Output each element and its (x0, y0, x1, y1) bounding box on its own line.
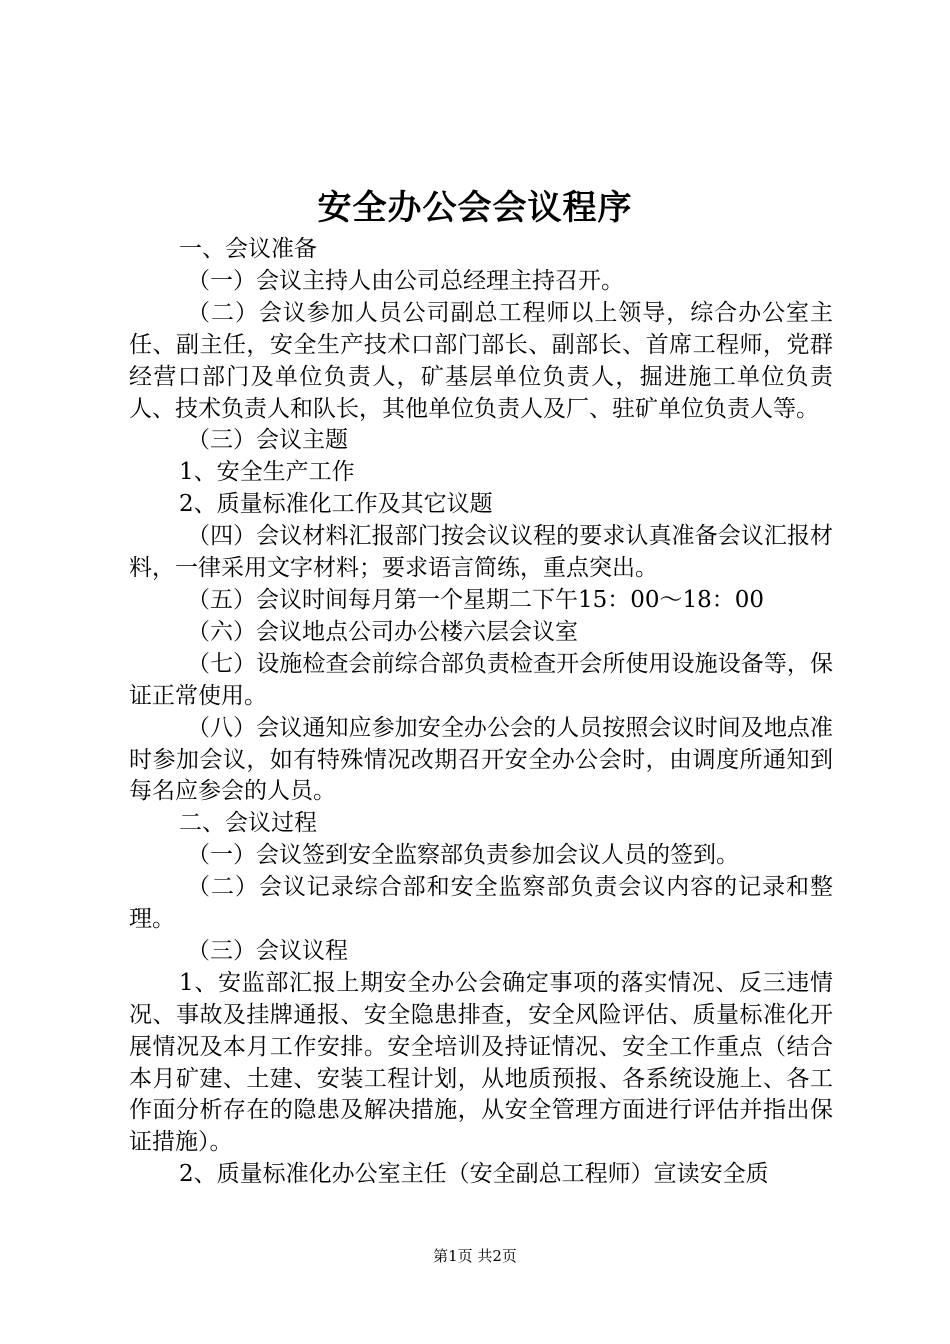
paragraph: （三）会议主题 (187, 427, 348, 454)
list-item: 2、质量标准化办公室主任（安全副总工程师）宣读安全质 (179, 1161, 769, 1188)
paragraph: （四）会议材料汇报部门按会议议程的要求认真准备会议汇报材料，一律采用文字材料；要求语言简练，重点突出。 (129, 523, 833, 582)
paragraph: （八）会议通知应参加安全办公会的人员按照会议时间及地点准时参加会议，如有特殊情况改期召开安全办公会时，由调度所通知到每名应参会的人员。 (129, 714, 833, 805)
paragraph: （一）会议签到安全监察部负责参加会议人员的签到。 (187, 842, 739, 869)
list-item: 1、安监部汇报上期安全办公会确定事项的落实情况、反三违情况、事故及挂牌通报、安全隐患排查，安全风险评估、质量标准化开展情况及本月工作安排。安全培训及持证情况、安全工作重点（结合本月矿建、土建、安装工程计划，从地质预报、各系统设施上、各工作面分析存在的隐患及解决措施，从安全管理方面进行评估并指出保证措施）。 (129, 969, 833, 1156)
document-title: 安全办公会会议程序 (317, 188, 633, 228)
section-heading: 二、会议过程 (179, 810, 317, 837)
paragraph: （七）设施检查会前综合部负责检查开会所使用设施设备等，保证正常使用。 (129, 650, 833, 709)
page-footer: 第1页 共2页 (433, 1247, 517, 1265)
list-item: 1、安全生产工作 (179, 459, 355, 486)
paragraph: （一）会议主持人由公司总经理主持召开。 (187, 267, 624, 294)
list-item: 2、质量标准化工作及其它议题 (179, 491, 493, 518)
paragraph: （二）会议参加人员公司副总工程师以上领导，综合办公室主任、副主任，安全生产技术口部门部长、副部长、首席工程师，党群经营口部门及单位负责人，矿基层单位负责人，掘进施工单位负责人、技术负责人和队长，其他单位负责人及厂、驻矿单位负责人等。 (129, 299, 833, 422)
paragraph: （六）会议地点公司办公楼六层会议室 (187, 618, 578, 645)
paragraph: （二）会议记录综合部和安全监察部负责会议内容的记录和整理。 (129, 874, 833, 933)
document-body (129, 234, 833, 1191)
paragraph: （五）会议时间每月第一个星期二下午15：00～18：00 (187, 586, 765, 613)
section-heading: 一、会议准备 (179, 236, 317, 262)
paragraph: （三）会议议程 (187, 937, 348, 964)
